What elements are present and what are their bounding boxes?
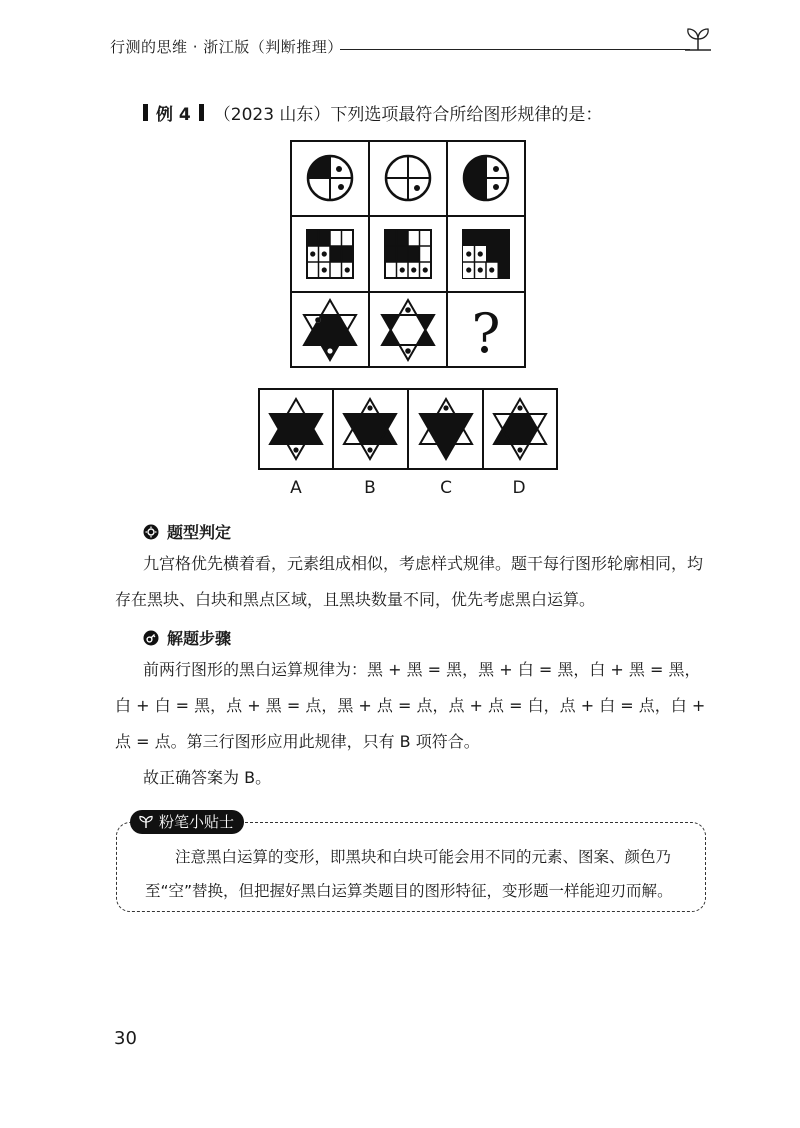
tip-text: 注意黑白运算的变形，即黑块和白块可能会用不同的元素、图案、颜色乃至“空”替换，但把握好黑白运算类题目的图形特征，变形题一样能迎刃而解。 [145, 848, 673, 900]
cell-circle-3 [464, 156, 508, 200]
example-label: 例 4 [156, 105, 191, 125]
cell-grid-1 [307, 230, 353, 278]
option-c-label[interactable]: C [440, 478, 452, 498]
cell-circle-1 [308, 156, 352, 200]
cell-circle-2 [386, 156, 430, 200]
option-d-label[interactable]: D [512, 478, 526, 498]
section-type-heading [143, 520, 231, 543]
section-type-title: 题型判定 [167, 523, 232, 542]
example-question: （2023 山东）下列选项最符合所给图形规律的是： [213, 105, 603, 125]
answer-text: 故正确答案为 B。 [143, 768, 272, 787]
sprout-icon [683, 26, 713, 52]
section-type-text: 九宫格优先横着看，元素组成相似，考虑样式规律。题干每行图形轮廓相同，均存在黑块、白块和黑点区域，且黑块数量不同，优先考虑黑白运算。 [115, 554, 704, 609]
tip-tag [130, 810, 244, 834]
section-steps-heading [143, 626, 231, 649]
question-mark: ? [471, 302, 501, 365]
sun-icon [143, 524, 159, 540]
sprout-tag-icon [138, 815, 154, 829]
key-icon [143, 630, 159, 646]
puzzle-grid [290, 140, 526, 368]
option-a-label[interactable]: A [290, 478, 302, 498]
cell-grid-2 [385, 230, 431, 278]
answer-options [258, 388, 558, 470]
example-bar-left [143, 104, 148, 121]
header-rule [340, 49, 690, 50]
section-steps-title: 解题步骤 [167, 629, 232, 648]
option-b-label[interactable]: B [364, 478, 376, 498]
section-steps-text: 前两行图形的黑白运算规律为：黑 + 黑 = 黑，黑 + 白 = 黑，白 + 黑 = 黑，白 + 白 = 黑，点 + 黑 = 点，黑 + 点 = 点，点 + 点 = 白，点 + 白 = 点，白 + 点 = 点。第三行图形应用此规律，只有 B 项符合。 [115, 660, 706, 751]
example-bar-right [199, 104, 204, 121]
tip-label: 粉笔小贴士 [159, 813, 235, 831]
example-heading [143, 100, 602, 125]
page-number: 30 [114, 1028, 137, 1049]
cell-grid-3 [463, 230, 509, 278]
running-header-title: 行测的思维 · 浙江版（判断推理） [110, 38, 343, 56]
